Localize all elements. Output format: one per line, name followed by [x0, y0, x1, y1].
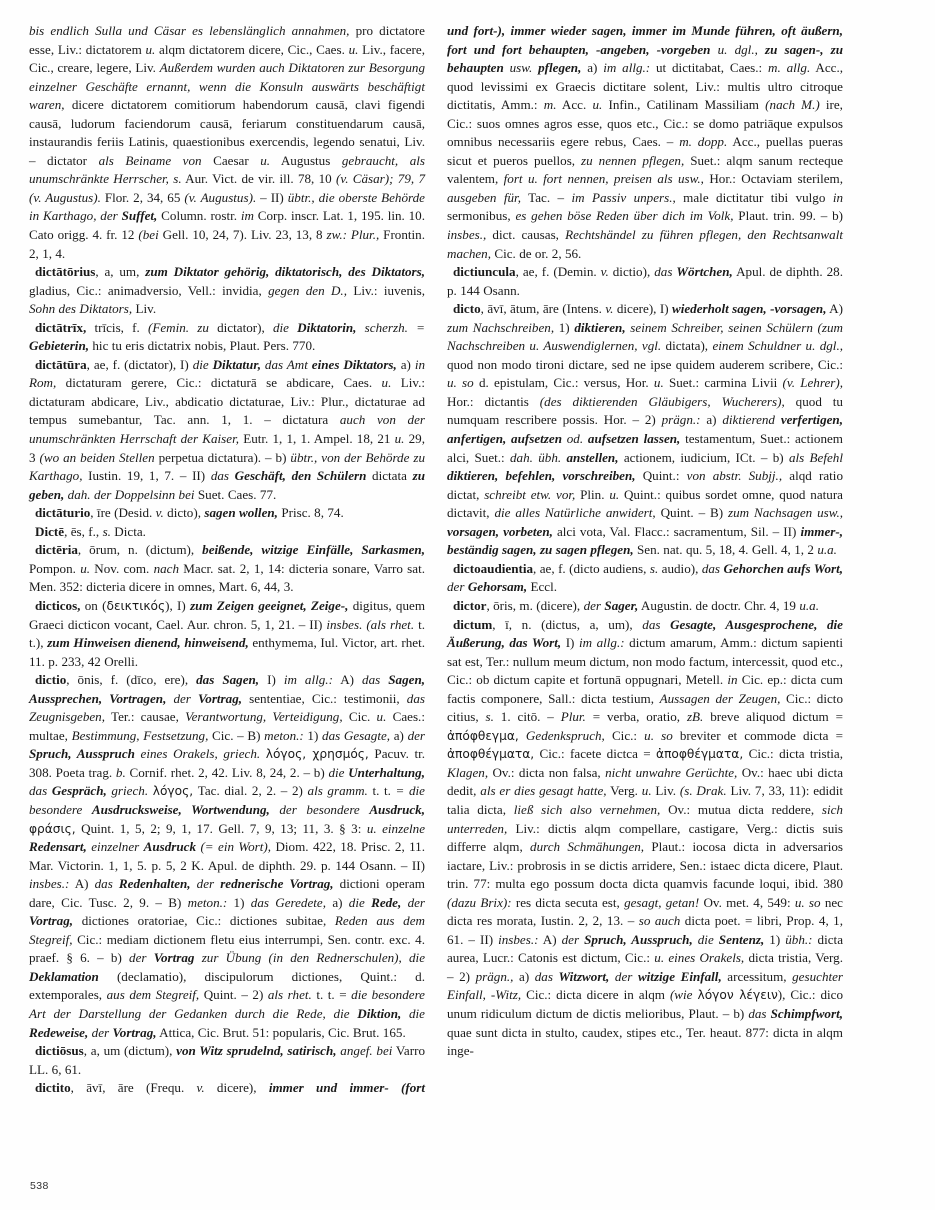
dictionary-entry: dictio, ōnis, f. (dīco, ere), das Sagen, I) im allg.: A) das Sagen, Aussprechen, Vortragen, der Vortrag, sententiae, Cic.: testimonii, das Zeugnisgeben, Ter.: causae, Verantwortung, Verteidigung, Cic. u. Caes.: multae, Bestimmung, Festsetzung, Cic. – B) meton.: 1) das Gesagte, a) der Spruch, Ausspruch eines Orakels, griech. λόγος, χρησμός, Pacuv. tr. 308. Poeta trag. b. Cornif. rhet. 2, 42. Liv. 8, 24, 2. – b) die Unterhaltung, das Gespräch, griech. λόγος, Tac. dial. 2, 2. – 2) als gramm. t. t. = die besondere Ausdrucksweise, Wortwendung, der besondere Ausdruck, φράσις, Quint. 1, 5, 2; 9, 1, 17. Gell. 7, 9, 13; 11, 3. § 3: u. einzelne Redensart, einzelner Ausdruck (= ein Wort), Diom. 422, 18. Prisc. 2, 11. Mar. Victorin. 1, 1, 5. p. 5, 2 K. Apul. de diphth. 29. p. 144 Osann. – II) insbes.: A) das Redenhalten, der rednerische Vortrag, dictioni operam dare, Cic. Tusc. 2, 9. – B) meton.: 1) das Geredete, a) die Rede, der Vortrag, dictiones oratoriae, Cic.: dictiones subitae, Reden aus dem Stegreif, Cic.: mediam dictionem fletu eius interrumpi, Sen. contr. exc. 4. praef. § 6. – b) der Vortrag zur Übung (in den Rednerschulen), die Deklamation (declamatio), discipulorum dictiones, Quint.: d. extemporales, aus dem Stegreif, Quint. – 2) als rhet. t. t. = die besondere Art der Darstellung der Gedanken durch die Rede, die Diktion, die Redeweise, der Vortrag, Attica, Cic. Brut. 51: popularis, Cic. Brut. 165. [29, 672, 426, 1040]
left-text-column [29, 22, 425, 1162]
dictionary-entry: dictor, ōris, m. (dicere), der Sager, Augustin. de doctr. Chr. 4, 19 u.a. [453, 597, 819, 613]
dictionary-entry: dictito, āvī, āre (Frequ. v. dicere), immer und immer- (fort [35, 1080, 426, 1096]
dictionary-entry: und fort-), immer wieder sagen, immer im Munde führen, oft äußern, fort und fort behaupten, -angeben, -vorgeben u. dgl., zu sagen-, zu behaupten usw. pflegen, a) im allg.: ut dictitabat, Caes.: m. allg. Acc., quod levissimi ex Graecis dictitare solent, Liv.: multis ultro citroque dictitatis, Amm.: m. Acc. u. Infin., Catilinam Massiliam (nach M.) ire, Cic.: suos omnes agros esse, quos etc., Cic.: se domo patriāque expulsos omnibus necessariis egere rebus, Caes. – m. dopp. Acc., puellas pueras sicut et pueros puellos, zu nennen pflegen, Suet.: alqm sanum recteque valentem, fort u. fort nennen, preisen als usw., Hor.: Octaviam sterilem, ausgeben für, Tac. – im Passiv unpers., male dictitatur tibi vulgo in sermonibus, es gehen böse Reden über dich im Volk, Plaut. trin. 99. – b) insbes., dict. causas, Rechtshändel zu führen pflegen, den Rechtsanwalt machen, Cic. de or. 2, 56. [447, 23, 844, 261]
dictionary-entry: dictāturio, īre (Desid. v. dicto), sagen wollen, Prisc. 8, 74. [35, 505, 344, 521]
dictionary-entry: dictoaudientia, ae, f. (dicto audiens, s. audio), das Gehorchen aufs Wort, der Gehorsam, Eccl. [447, 560, 843, 595]
dictionary-entry: dictēria, ōrum, n. (dictum), beißende, witzige Einfälle, Sarkasmen, Pompon. u. Nov. com. nach Macr. sat. 2, 1, 14: dicteria sonare, Varro sat. Men. 352: dicteria dicere in omnes, Mart. 6, 44, 3. [29, 542, 425, 595]
two-column-text-body [29, 22, 906, 1162]
dictionary-entry: dictiuncula, ae, f. (Demin. v. dictio), das Wörtchen, Apul. de diphth. 28. p. 144 Osann. [447, 264, 843, 298]
dictionary-entry: dicticos, on (δεικτικός), I) zum Zeigen geeignet, Zeige-, digitus, quem Graeci dicticon vocant, Cael. Aur. chron. 5, 1, 21. – II) insbes. (als rhet. t. t.), zum Hinweisen dienend, hinweisend, enthymema, Iul. Victor, art. rhet. 11. p. 233, 42 Orelli. [29, 597, 426, 669]
dictionary-entry: bis endlich Sulla und Cäsar es lebenslänglich annahmen, pro dictatore esse, Liv.: dictatorem u. alqm dictatorem dicere, Cic., Caes. u. Liv., facere, Cic., creare, legere, Liv. Außerdem wurden auch Diktatoren zur Besorgung einzelner Geschäfte ernannt, wenn die Konsuln auswärts beschäftigt waren, dicere dictatorem comitiorum habendorum causā, clavi figendi causā, ludorum faciendorum causā, feriarum constituendarum causā, instaurandis feriis Latinis, quaestionibus exercendis, legendo senatui, Liv. – dictator als Beiname von Caesar u. Augustus gebraucht, als unumschränkte Herrscher, s. Aur. Vict. de vir. ill. 78, 10 (v. Cäsar); 79, 7 (v. Augustus). Flor. 2, 34, 65 (v. Augustus). – II) übtr., die oberste Behörde in Karthago, der Suffet, Column. rostr. im Corp. inscr. Lat. 1, 195. lin. 10. Cato origg. 4. fr. 12 (bei Gell. 10, 24, 7). Liv. 23, 13, 8 zw.: Plur., Frontin. 2, 1, 4. [29, 23, 426, 261]
dictionary-entry: dictātūra, ae, f. (dictator), I) die Diktatur, das Amt eines Diktators, a) in Rom, dictaturam gerere, Cic.: dictaturā se abdicare, Caes. u. Liv.: dictaturam abdicare, Liv., abdicatio dictaturae, Liv.: Plur., dictaturae ad tempus sumebantur, Tac. ann. 1, 1. – dictatura auch von der unumschränkten Herrschaft der Kaiser, Eutr. 1, 1, 1. Ampel. 18, 21 u. 29, 3 (wo an beiden Stellen perpetua dictatura). – b) übtr., von der Behörde zu Karthago, Iustin. 19, 1, 7. – II) das Geschäft, den Schülern dictata zu geben, dah. der Doppelsinn bei Suet. Caes. 77. [29, 356, 426, 502]
dictionary-entry: dictum, ī, n. (dictus, a, um), das Gesagte, Ausgesprochene, die Äußerung, das Wort, I) im allg.: dictum amarum, Amm.: dictum sapienti sat est, Ter.: nullum meum dictum, non modo factum, intercessit, quod etc., Cic.: ob dictum capite et fortunā oppugnari, Metell. in Cic. ep.: dicta cum factis componere, Sall.: dicta testium, Aussagen der Zeugen, Cic.: dicto citius, s. 1. citō. – Plur. = verba, oratio, zB. breve aliquod dictum = ἀπόφθεγμα, Gedenkspruch, Cic.: u. so breviter et commode dicta = ἀποφθέγματα, Cic.: facete dictca = ἀποφθέγματα, Cic.: dicta tristia, Klagen, Ov.: dicta non falsa, nicht unwahre Gerüchte, Ov.: haec ubi dicta dedit, als er dies gesagt hatte, Verg. u. Liv. (s. Drak. Liv. 7, 33, 11): edidit talia dicta, ließ sich also vernehmen, Ov.: mutua dicta reddere, sich unterreden, Liv.: dictis alqm compellare, castigare, Verg.: dictis suis differre alqm, durch Schmähungen, Plaut.: iocosa dicta in adversarios iactare, Liv.: probrosis in se dictis arridere, Sen.: istaec dicta dicere, Plaut. trin. 77: multa ego possum docta dicta quamvis facunde loqui, ibid. 380 (dazu Brix): res dicta secuta est, gesagt, getan! Ov. met. 4, 549: u. so nec dicta res morata, Iustin. 2, 2, 13. – so auch dicta poet. = libri, Prop. 4, 1, 61. – II) insbes.: A) der Spruch, Ausspruch, die Sentenz, 1) übh.: dicta aurea, Lucr.: Catonis est dictum, Cic.: u. eines Orakels, dicta tristia, Verg. – 2) prägn., a) das Witzwort, der witzige Einfall, arcessitum, gesuchter Einfall, -Witz, Cic.: dicta dicere in alqm (wie λόγον λέγειν), Cic.: dico unum ridiculum dictum de dictis melioribus, Plaut. – b) das Schimpfwort, quae sunt dicta in stulto, caudex, stipes etc., Ter. heaut. 877: dicta in alqm inge- [447, 616, 844, 1059]
dictionary-entry: Dictē, ēs, f., s. Dicta. [35, 523, 146, 539]
dictionary-entry: dicto, āvī, ātum, āre (Intens. v. dicere), I) wiederholt sagen, -vorsagen, A) zum Nachschreiben, 1) diktieren, seinem Schreiber, seinen Schülern (zum Nachschreiben u. Auswendiglernen, vgl. dictata), einem Schuldner u. dgl., quod non modo tironi dictare, sed ne ipse quidem auderem scribere, Cic.: u. so d. epistulam, Cic.: versus, Hor. u. Suet.: carmina Livii (v. Lehrer), Hor.: dictantis (des diktierenden Gläubigers, Wucherers), quod tu numquam rescribere possis. Hor. – 2) prägn.: a) diktierend verfertigen, anfertigen, aufsetzen od. aufsetzen lassen, testamentum, Suet.: actionem alci, Suet.: dah. übh. anstellen, actionem, iudicium, ICt. – b) als Befehl diktieren, befehlen, vorschreiben, Quint.: von abstr. Subjj., alqd ratio dictat, schreibt etw. vor, Plin. u. Quint.: quibus sordet omne, quod natura dictavit, die alles Natürliche anwidert, Quint. – B) zum Nachsagen usw., vorsagen, vorbeten, alci vota, Val. Flacc.: sacramentum, Sil. – II) immer-, beständig sagen, zu sagen pflegen, Sen. nat. qu. 5, 18, 4. Gell. 4, 1, 2 u.a. [447, 301, 844, 558]
page-number: 538 [30, 1180, 49, 1192]
dictionary-entry: dictātōrius, a, um, zum Diktator gehörig, diktatorisch, des Diktators, gladius, Cic.: animadversio, Vell.: invidia, gegen den D., Liv.: iuvenis, Sohn des Diktators, Liv. [29, 264, 426, 317]
right-text-column [447, 22, 843, 1162]
dictionary-entry: dictātrīx, trīcis, f. (Femin. zu dictator), die Diktatorin, scherzh. = Gebieterin, hic tu eris dictatrix nobis, Plaut. Pers. 770. [29, 319, 425, 354]
dictionary-entry: dictiōsus, a, um (dictum), von Witz sprudelnd, satirisch, angef. bei Varro LL. 6, 61. [29, 1043, 425, 1077]
